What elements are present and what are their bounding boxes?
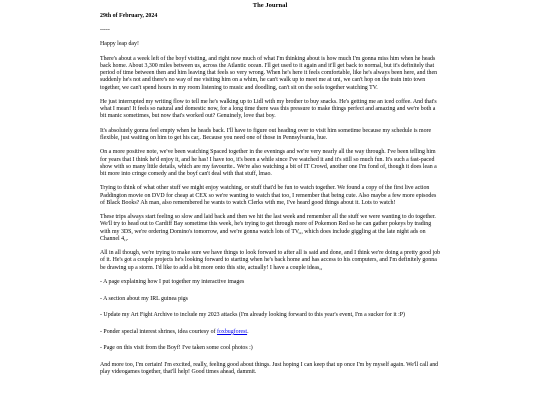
list-item: - A section about my IRL guinea pigs	[100, 295, 188, 302]
paragraph-plans: All in all though, we're trying to make sure we have things to look forward to after all is said and done, and I think we're doing a pretty good job of it. He's got a couple projects he's looking forward to starting when he's back home and has access to his computers, and I'm definitely gonna be drawing up a storm. I'd like to add a bit more onto this site, actually! I have a couple ideas,,	[100, 250, 441, 271]
paragraph-lidl: He just interrupted my writing flow to tell me he's walking up to Lidl with my brother to buy snacks. He's getting me an iced coffee. And that's what I mean! It feels so natural and domestic now, for a long time there was this pressure to make things perfect and amazing and we're both a bit manic sometimes, but now that's worked out? Genuinely, love that boy.	[100, 99, 437, 120]
foxbugforest-link[interactable]: foxbugforest	[216, 328, 248, 335]
list-item-text: .	[247, 328, 249, 335]
paragraph-empty: It's absolutely gonna feel empty when he heads back. I'll have to figure out heading over to visit him sometime because my schedule is more flexible, just waiting on him to get his car,. Because you need one of those in Pennsylvania, hue.	[100, 127, 432, 141]
list-item	[100, 329, 442, 336]
list-item-text: - Ponder special interest shrines, idea courtesy of	[100, 328, 217, 335]
list-item: - Page on this visit from the Boyf! I've taken some cool photos :)	[100, 345, 253, 352]
separator: -----	[100, 27, 110, 34]
paragraph-watchlist: Trying to think of what other stuff we might enjoy watching, or stuff that'd be fun to watch together. We found a copy of the first live action Paddington movie on DVD for cheap at CEX so we're wanting to watch that too, I remember that being cute. Also maybe a few more episodes of Black Books? Ah man, also remembered he wants to watch Clerks with me, I've heard good things about it. Lots to watch!	[100, 185, 437, 206]
entry-date: 29th of February, 2024	[100, 13, 158, 19]
greeting: Happy leap day!	[100, 41, 139, 48]
paragraph-last-week: These trips always start feeling so slow and laid back and then we hit the last week and remember all the stuff we were wanting to do together. We'll try to head out to Cardiff Bay sometime this week, he's trying to get through more of Pokemon Red so he can gather pokeys by trading with my 3DS, we're ordering Domino's tomorrow, and we're gonna watch lots of TV,,, which does include giggling at the late night ads on Channel 4,,.	[100, 214, 436, 242]
list-item: - Update my Art Fight Archive to include my 2023 attacks (I'm already looking forward to this year's event, I'm a sucker for it :P)	[100, 312, 406, 319]
journal-entry	[100, 13, 442, 384]
paragraph-spaced: On a more positive note, we've been watching Spaced together in the evenings and we're very nearly all the way through. I've been telling him for years that I think he'd enjoy it, and he has! I have too, it's been a while since I've watched it and it's still so much fun. It's such a fast-paced show with so many little details, which are my favourite.. We're also watching a bit of IT Crowd, another one I'm fond of, though it does lean a bit more into cringe comedy and the boyf can't deal with that stuff, lmao.	[100, 149, 437, 177]
page-title: The Journal	[252, 2, 288, 9]
paragraph-visit: There's about a week left of the boyf visiting, and right now much of what I'm thinking about is how much I'm gonna miss him when he heads back home. About 3,300 miles between us, across the Atlantic ocean. I'll get used to it again and it'll get back to normal, but it's definitely that period of time between then and him leaving that feels so very wrong. When he's here it feels comfortable, like he's always been here, and then suddenly he's not and there's no way of me visiting him on a whim, he can't walk up to meet me at uni, we can't hop on the train into town together, we can't spend hours in my room listening to music and doodling, can't sit on the sofa together watching TV.	[100, 55, 438, 91]
list-item: - A page explaining how I put together my interactive images	[100, 278, 245, 285]
paragraph-closing: And more too, I'm certain! I'm excited, really, feeling good about things. Just hoping I can keep that up once I'm by myself again. We'll call and play videogames together, that'll help! Good times ahead, dammit.	[100, 361, 439, 376]
